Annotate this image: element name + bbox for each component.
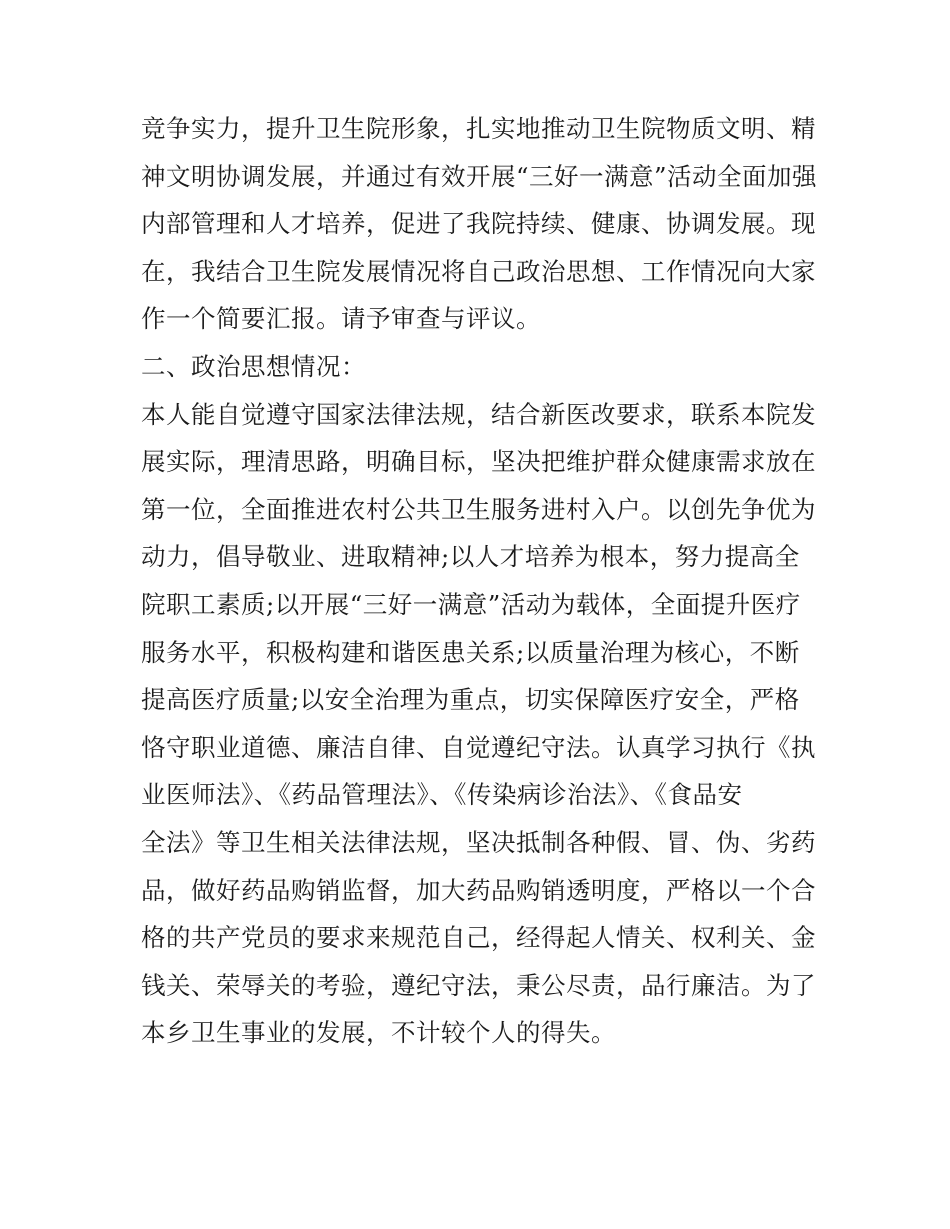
body-text [141, 105, 821, 1057]
text-line: 在，我结合卫生院发展情况将自己政治思想、工作情况向大家 [141, 256, 816, 286]
text-line: 格的共产党员的要求来规范自己，经得起人情关、权利关、金 [141, 923, 816, 953]
text-line: 品，做好药品购销监督，加大药品购销透明度，严格以一个合 [141, 875, 816, 905]
text-line: 全法》等卫生相关法律法规，坚决抵制各种假、冒、伪、劣药 [141, 827, 816, 857]
text-line: 本乡卫生事业的发展，不计较个人的得失。 [141, 1018, 616, 1048]
text-line: 展实际，理清思路，明确目标，坚决把维护群众健康需求放在 [141, 447, 816, 477]
text-line: 竞争实力，提升卫生院形象，扎实地推动卫生院物质文明、精 [141, 114, 816, 143]
text-line: 第一位，全面推进农村公共卫生服务进村入户。以创先争优为 [141, 494, 816, 524]
text-line: 内部管理和人才培养，促进了我院持续、健康、协调发展。现 [141, 209, 816, 239]
text-line: 动力，倡导敬业、进取精神;以人才培养为根本，努力提高全 [141, 542, 800, 572]
text-line: 院职工素质;以开展“三好一满意”活动为载体，全面提升医疗 [141, 589, 801, 619]
text-line: 钱关、荣辱关的考验，遵纪守法，秉公尽责，品行廉洁。为了 [141, 970, 816, 1000]
section-heading: 二、政治思想情况： [141, 351, 366, 381]
text-line: 本人能自觉遵守国家法律法规，结合新医改要求，联系本院发 [141, 399, 816, 429]
text-line: 服务水平，积极构建和谐医患关系;以质量治理为核心，不断 [141, 637, 800, 667]
text-line: 业医师法》、《药品管理法》、《传染病诊治法》、《食品安 [141, 780, 743, 810]
text-line: 神文明协调发展，并通过有效开展“三好一满意”活动全面加强 [141, 161, 818, 191]
text-line: 恪守职业道德、廉洁自律、自觉遵纪守法。认真学习执行《执 [141, 732, 816, 762]
text-line: 作一个简要汇报。请予审查与评议。 [141, 304, 541, 334]
text-line: 提高医疗质量;以安全治理为重点，切实保障医疗安全，严格 [141, 685, 800, 715]
